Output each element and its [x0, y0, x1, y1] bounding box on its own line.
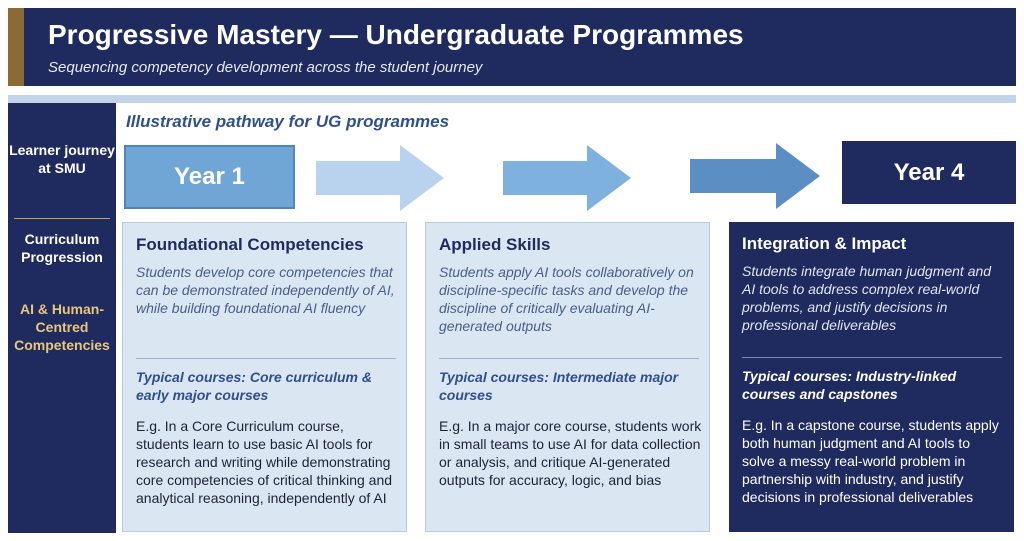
stage-title: Applied Skills	[439, 235, 551, 254]
stage-title: Foundational Competencies	[136, 235, 364, 254]
sidebar-journey-label: Learner journey at SMU	[9, 142, 115, 176]
arrow-right-icon	[690, 143, 822, 209]
pathway-label: Illustrative pathway for UG programmes	[126, 112, 450, 131]
stage-card-integration	[729, 222, 1014, 532]
stage-description: Students integrate human judgment and AI tools to address complex real-world problems, and justify decisions in professional deliverables	[742, 263, 992, 333]
divider-band	[8, 95, 1016, 103]
stage-typical-courses: Typical courses: Industry-linked courses and capstones	[742, 368, 957, 402]
stage-divider	[742, 357, 1002, 358]
stage-example: E.g. In a Core Curriculum course, students learn to use basic AI tools for research and writing while demonstrating core competencies of critical thinking and analytical reasoning, independently of AI	[136, 418, 393, 506]
stage-description: Students develop core competencies that can be demonstrated independently of AI, while building foundational AI fluency	[136, 264, 395, 316]
stage-card-foundational	[122, 222, 407, 532]
sidebar-divider	[14, 218, 110, 219]
year-1-box	[124, 145, 295, 209]
stage-divider	[439, 358, 699, 359]
arrow-right-icon	[316, 145, 446, 211]
page-subtitle: Sequencing competency development across the student journey	[48, 59, 483, 76]
stage-title: Integration & Impact	[742, 234, 907, 253]
page-title: Progressive Mastery — Undergraduate Programmes	[48, 19, 744, 50]
year-4-label: Year 4	[893, 158, 965, 186]
sidebar-curriculum-label: Curriculum Progression	[21, 231, 103, 265]
stage-divider	[136, 358, 396, 359]
stage-typical-courses: Typical courses: Core curriculum & early major courses	[136, 369, 372, 403]
header-accent-bar	[8, 8, 24, 86]
year-1-label: Year 1	[174, 163, 245, 190]
stage-example: E.g. In a capstone course, students apply both human judgment and AI tools to solve a messy real-world problem in partnership with industry, and justify decisions in professional deliverables	[742, 417, 999, 505]
stage-typical-courses: Typical courses: Intermediate major courses	[439, 369, 679, 403]
year-4-box	[842, 141, 1016, 204]
sidebar	[8, 103, 116, 533]
stage-description: Students apply AI tools collaboratively on discipline-specific tasks and develop the discipline of critically evaluating AI-generated outputs	[439, 264, 694, 334]
arrow-right-icon	[503, 145, 633, 211]
sidebar-ai-label: AI & Human-Centred Competencies	[14, 301, 110, 353]
stage-card-applied	[425, 222, 710, 532]
header-banner	[8, 8, 1016, 86]
stage-example: E.g. In a major core course, students work in small teams to use AI for data collection or analysis, and critique AI-generated outputs for accuracy, logic, and bias	[439, 418, 702, 488]
